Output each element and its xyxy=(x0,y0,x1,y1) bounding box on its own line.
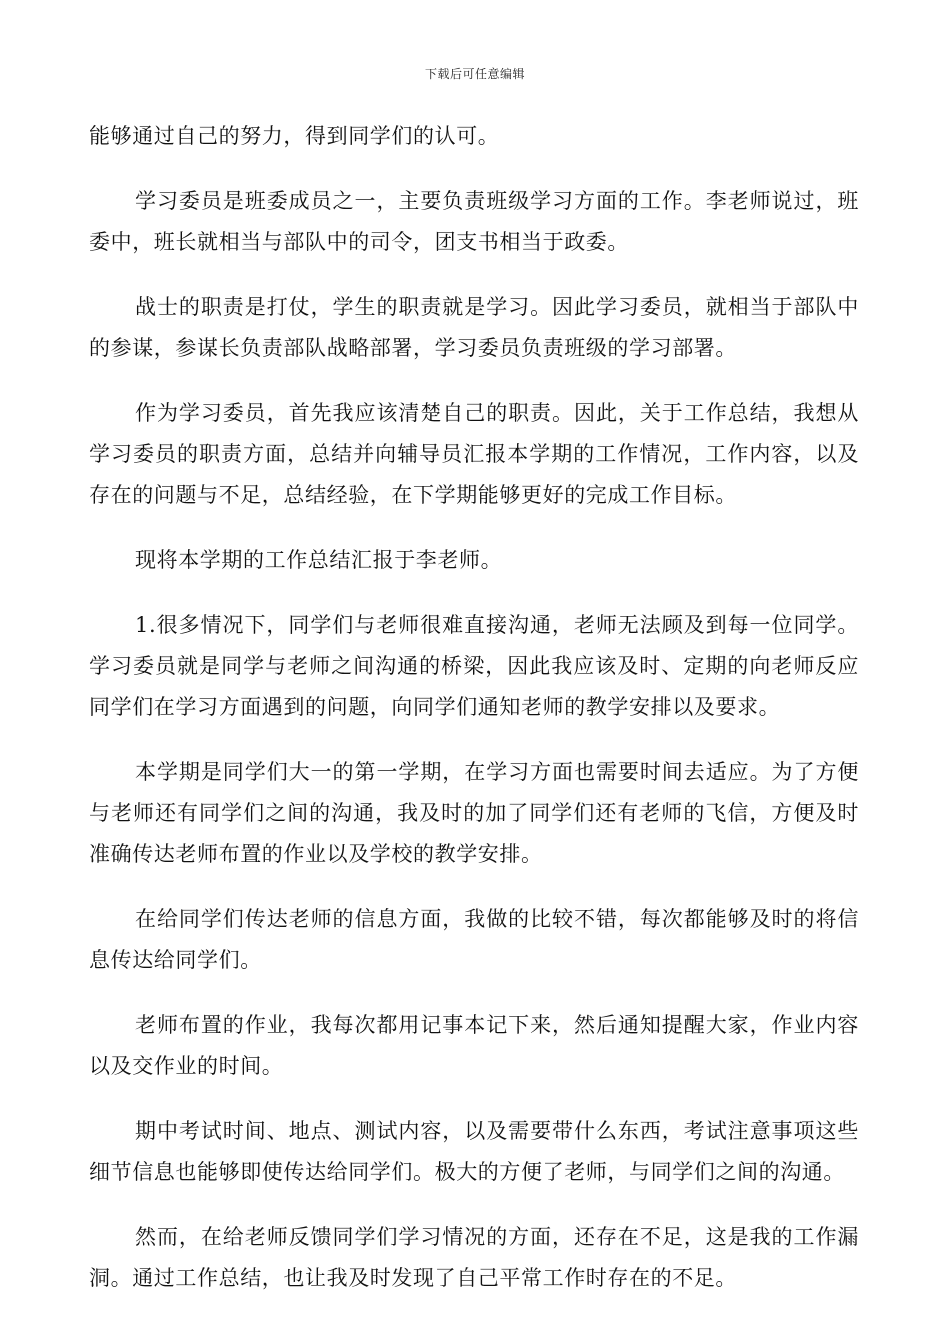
document-body xyxy=(89,116,859,1323)
page-header: 下载后可任意编辑 xyxy=(424,67,525,81)
paragraph-4: 作为学习委员，首先我应该清楚自己的职责。因此，关于工作总结，我想从学习委员的职责方面，总结并向辅导员汇报本学期的工作情况，工作内容，以及存在的问题与不足，总结经验，在下学期能够更好的完成工作目标。 xyxy=(89,401,859,507)
paragraph-5: 现将本学期的工作总结汇报于李老师。 xyxy=(135,548,503,572)
paragraph-1: 能够通过自己的努力，得到同学们的认可。 xyxy=(89,124,500,148)
paragraph-3: 战士的职责是打仗，学生的职责就是学习。因此学习委员，就相当于部队中的参谋，参谋长负责部队战略部署，学习委员负责班级的学习部署。 xyxy=(89,295,859,360)
paragraph-6: 1.很多情况下，同学们与老师很难直接沟通，老师无法顾及到每一位同学。学习委员就是同学与老师之间沟通的桥梁，因此我应该及时、定期的向老师反应同学们在学习方面遇到的问题，向同学们通知老师的教学安排以及要求。 xyxy=(89,613,859,719)
paragraph-9: 老师布置的作业，我每次都用记事本记下来，然后通知提醒大家，作业内容以及交作业的时间。 xyxy=(89,1013,859,1078)
paragraph-8: 在给同学们传达老师的信息方面，我做的比较不错，每次都能够及时的将信息传达给同学们。 xyxy=(89,907,859,972)
paragraph-10: 期中考试时间、地点、测试内容，以及需要带什么东西，考试注意事项这些细节信息也能够即使传达给同学们。极大的方便了老师，与同学们之间的沟通。 xyxy=(89,1119,859,1184)
paragraph-11: 然而，在给老师反馈同学们学习情况的方面，还存在不足，这是我的工作漏洞。通过工作总结，也让我及时发现了自己平常工作时存在的不足。 xyxy=(89,1225,859,1290)
paragraph-2: 学习委员是班委成员之一，主要负责班级学习方面的工作。李老师说过，班委中，班长就相当与部队中的司令，团支书相当于政委。 xyxy=(89,189,859,254)
paragraph-7: 本学期是同学们大一的第一学期，在学习方面也需要时间去适应。为了方便与老师还有同学们之间的沟通，我及时的加了同学们还有老师的飞信，方便及时准确传达老师布置的作业以及学校的教学安排。 xyxy=(89,760,859,866)
